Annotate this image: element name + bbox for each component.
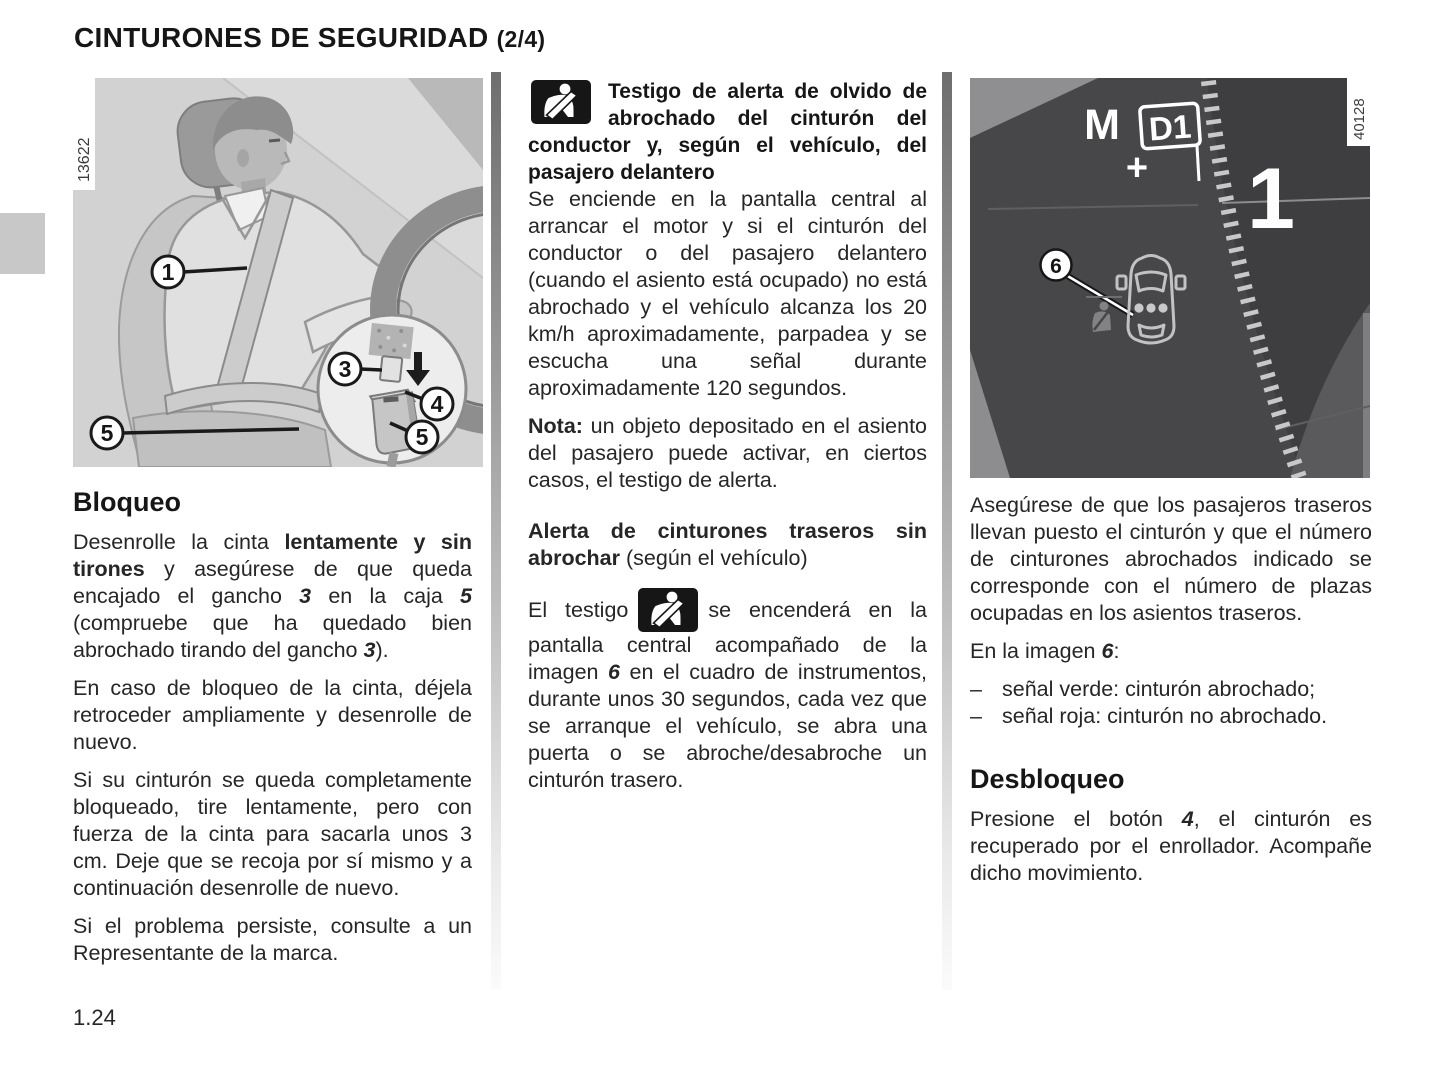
seatbelt-warning-icon (637, 588, 699, 632)
svg-text:5: 5 (415, 424, 429, 450)
section-heading-desbloqueo: Desbloqueo (970, 764, 1125, 794)
page-title-text: CINTURONES DE SEGURIDAD (74, 22, 497, 53)
text-run: , el cinturón es recuperado por el enrollador. Acompañe dicho movimiento. (970, 807, 1373, 885)
ref-5: 5 (460, 584, 472, 608)
text-run: El testigo (528, 598, 629, 622)
section-heading-bloqueo: Bloqueo (73, 487, 181, 517)
svg-text:4: 4 (430, 391, 444, 417)
bullet-text: señal verde: cinturón abrochado; (1002, 677, 1316, 701)
bold-run: Alerta de cinturones traseros sin abrochar (528, 519, 927, 570)
text-run: y asegúrese de que queda encajado el gancho (73, 557, 472, 608)
text-run: (según el vehículo) (620, 546, 808, 570)
gear-mode-m: M (1084, 101, 1120, 149)
text-run: se encenderá en la pantalla central acompañado de la imagen (528, 598, 927, 684)
callout-6 (1041, 250, 1072, 281)
bold-run: Testigo de alerta de olvido de abrochado del cinturón del conductor y, según el vehículo, del pasajero delantero (528, 80, 927, 184)
paragraph-traseros-1: Asegúrese de que los pasajeros traseros llevan puesto el cinturón y que el número de cinturones abrochados indicado se corresponde con el número de plazas ocupadas en los asientos traseros. (970, 493, 1372, 625)
callout-5-seat (91, 417, 123, 449)
paragraph-bloqueo-1 (73, 529, 472, 664)
figure-id-label: 13622 (76, 137, 93, 182)
seatbelt-warning-icon (528, 80, 594, 124)
paragraph-nota (528, 413, 927, 494)
chapter-edge-tab (0, 213, 45, 274)
paragraph-desbloqueo (970, 806, 1372, 887)
ref-6: 6 (1101, 639, 1114, 663)
paragraph-testigo-1: Se enciende en la pantalla central al arrancar el motor y si el cinturón del conductor o del pasajero delantero (cuando el asiento está ocupado) no está abrochado y el vehículo alcanza los 20 km/h aproximadamente, parpadea y se escucha una señal durante aproximadamente 120 segundos. (528, 187, 927, 400)
callout-3 (329, 353, 361, 385)
svg-text:6: 6 (1050, 255, 1062, 278)
bullet-dash: – (970, 704, 982, 728)
paragraph-bloqueo-4: Si el problema persiste, consulte a un Representante de la marca. (73, 914, 472, 965)
ref-3: 3 (363, 638, 376, 662)
left-column (73, 78, 472, 978)
text-run: en la caja (311, 584, 461, 608)
figure-driver (73, 78, 472, 467)
text-run: en el cuadro de instrumentos, durante unos 30 segundos, cada vez que se arranque el vehículo, se abra una puerta o se abroche/desabroche un cinturón trasero. (528, 660, 927, 792)
driver-illustration (73, 78, 483, 467)
bullet-dash: – (970, 677, 982, 701)
bold-run: lentamente y sin tirones (73, 530, 472, 581)
text-run: (compruebe que ha quedado bien abrochado tirando del gancho (73, 611, 472, 662)
page-title-counter: (2/4) (496, 26, 546, 52)
text-run: Desenrolle la cinta (73, 530, 285, 554)
svg-text:1: 1 (161, 259, 175, 285)
text-run: En la imagen (970, 639, 1102, 663)
paragraph-bloqueo-2: En caso de bloqueo de la cinta, déjela retroceder ampliamente y desenrolle de nuevo. (73, 676, 472, 754)
callout-5-inset (406, 421, 438, 453)
right-column (970, 78, 1372, 898)
instrument-cluster-illustration (970, 78, 1370, 478)
gear-number: 1 (1247, 151, 1295, 247)
list-item-red (970, 703, 1372, 730)
page-number: 1.24 (73, 1005, 116, 1030)
ref-3: 3 (299, 584, 312, 608)
text-run: un objeto depositado en el asiento del pasajero puede activar, en ciertos casos, el testigo de alerta. (528, 414, 927, 492)
svg-text:D1: D1 (1147, 107, 1193, 148)
callout-4 (421, 388, 453, 420)
figure-id-label: 40128 (1351, 98, 1368, 140)
gear-plus: + (1125, 147, 1149, 189)
nota-label: Nota: (528, 414, 583, 438)
figure-cluster (970, 78, 1372, 478)
list-item-green (970, 676, 1372, 703)
text-run: : (1113, 639, 1120, 663)
rear-belt-alert-heading (528, 518, 927, 572)
column-divider (491, 72, 501, 990)
warning-lamp-heading (528, 78, 927, 186)
column-divider (942, 72, 952, 990)
text-run: Presione el botón (970, 807, 1182, 831)
ref-4: 4 (1181, 807, 1194, 831)
callout-1 (152, 256, 184, 288)
bullet-text: señal roja: cinturón no abrochado. (1002, 704, 1328, 728)
middle-column (528, 78, 927, 805)
text-run: ). (375, 638, 389, 662)
svg-text:5: 5 (100, 420, 114, 446)
paragraph-imagen-6 (970, 638, 1372, 665)
svg-text:3: 3 (338, 356, 352, 382)
paragraph-testigo-2 (528, 588, 927, 794)
page-title (74, 22, 545, 54)
ref-6: 6 (608, 660, 621, 684)
paragraph-bloqueo-3: Si su cinturón se queda completamente bloqueado, tire lentamente, pero con fuerza de la cinta para sacarla unos 3 cm. Deje que se recoja por sí mismo y a continuación desenrolle de nuevo. (73, 768, 472, 900)
